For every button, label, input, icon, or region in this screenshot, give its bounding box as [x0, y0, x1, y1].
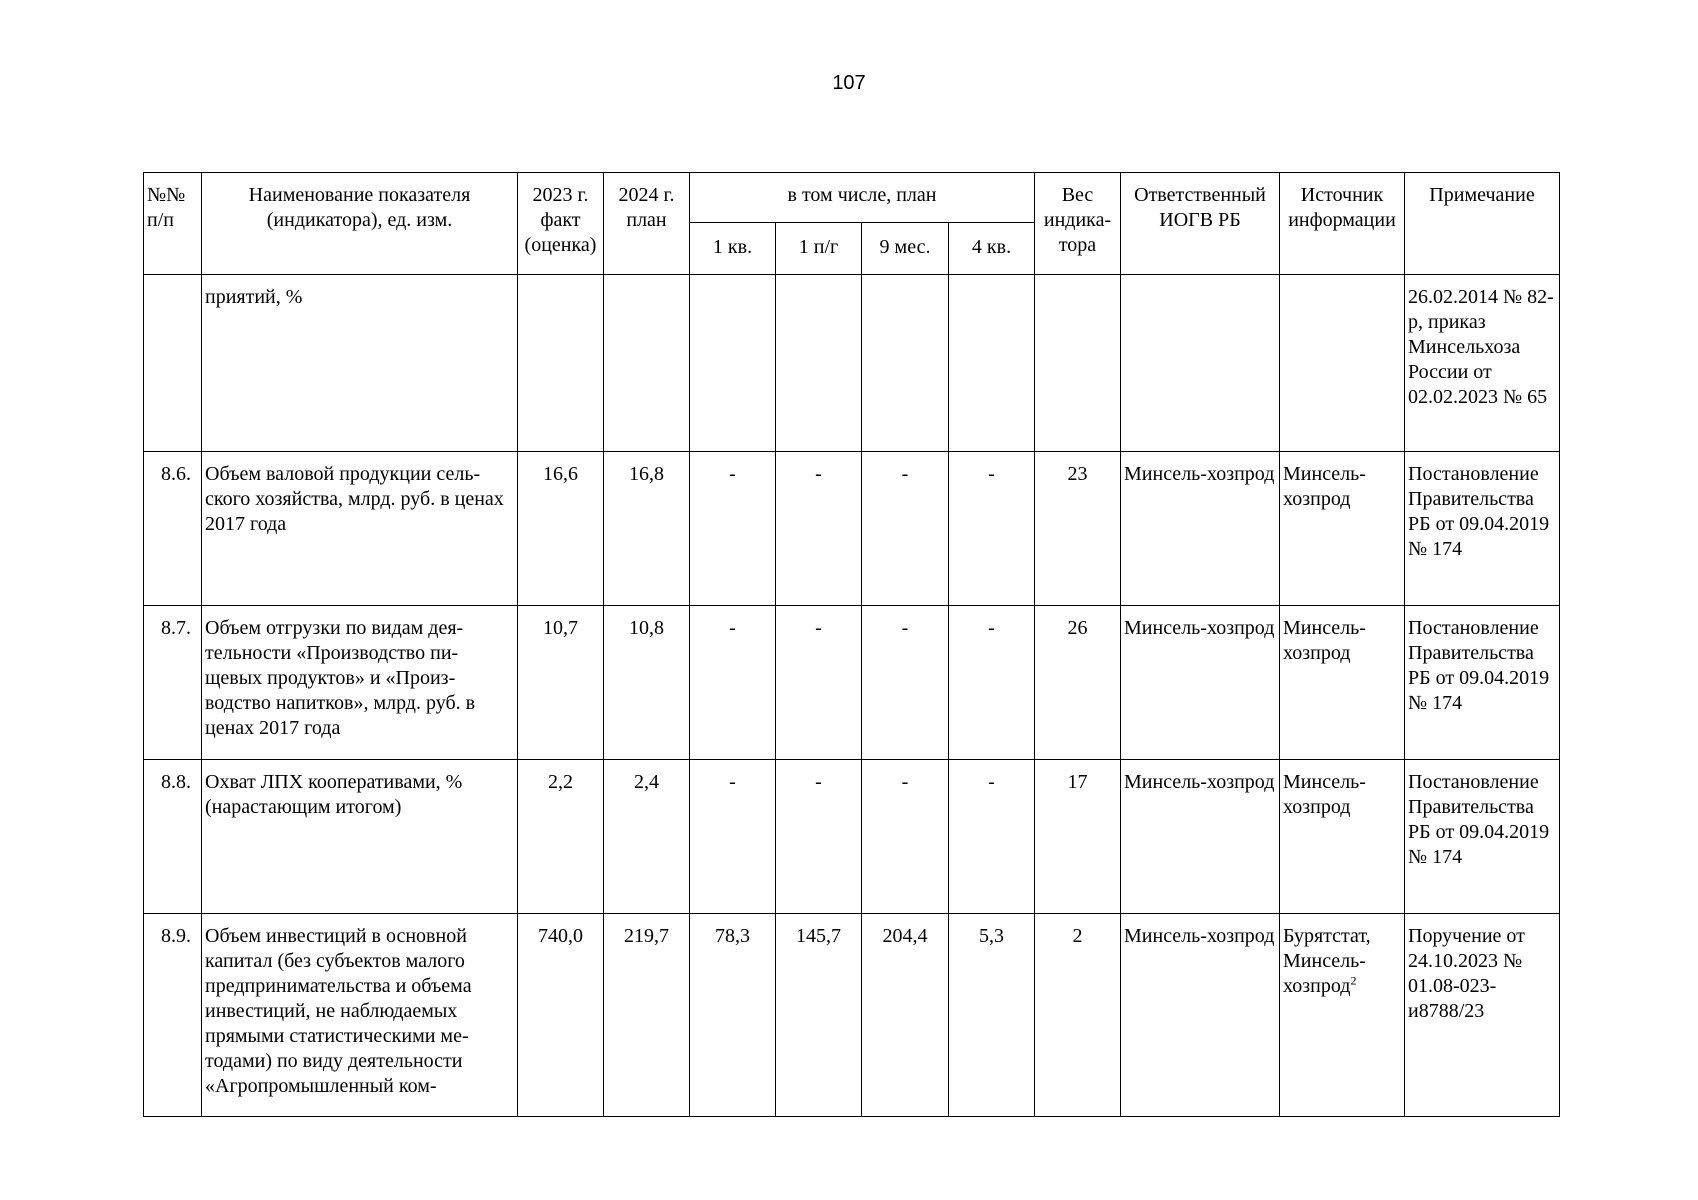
- row-fact-2023: [518, 275, 604, 452]
- row-name: приятий, %: [202, 275, 518, 452]
- header-responsible: Ответственный ИОГВ РБ: [1121, 173, 1280, 275]
- row-source: [1280, 452, 1405, 606]
- row-source-footnote: 2: [1350, 973, 1357, 988]
- header-weight: Вес индика-тора: [1035, 173, 1121, 275]
- row-responsible: Минсель-хозпрод: [1121, 452, 1280, 606]
- row-9m: 204,4: [862, 914, 949, 1117]
- row-weight: 2: [1035, 914, 1121, 1117]
- row-name: Охват ЛПХ кооперативами, % (нарастающим итогом): [202, 760, 518, 914]
- row-q1: 78,3: [690, 914, 776, 1117]
- row-note: Постановление Правительства РБ от 09.04.2019 № 174: [1405, 760, 1560, 914]
- row-fact-2023: 2,2: [518, 760, 604, 914]
- row-h1: [776, 275, 862, 452]
- row-q4: -: [949, 760, 1035, 914]
- row-weight: 23: [1035, 452, 1121, 606]
- row-responsible: Минсель-хозпрод: [1121, 760, 1280, 914]
- page-number: 107: [832, 72, 866, 94]
- table-row: [144, 275, 1560, 452]
- row-weight: [1035, 275, 1121, 452]
- row-q1: -: [690, 760, 776, 914]
- row-fact-2023: 10,7: [518, 606, 604, 760]
- row-note: Поручение от 24.10.2023 № 01.08-023-и8788/23: [1405, 914, 1560, 1117]
- row-source-text: Минсель-хозпрод: [1283, 463, 1366, 510]
- header-h1: 1 п/г: [776, 223, 862, 275]
- row-plan-2024: 2,4: [604, 760, 690, 914]
- row-source-text: Бурятстат, Минсель-хозпрод: [1283, 925, 1371, 997]
- row-weight: 17: [1035, 760, 1121, 914]
- indicators-table: [143, 172, 1560, 1117]
- row-h1: -: [776, 760, 862, 914]
- header-row-1: [144, 173, 1560, 223]
- row-fact-2023: 16,6: [518, 452, 604, 606]
- table-row: [144, 606, 1560, 760]
- row-source: [1280, 760, 1405, 914]
- row-responsible: Минсель-хозпрод: [1121, 606, 1280, 760]
- row-num: [144, 275, 202, 452]
- row-name: Объем инвестиций в основной капитал (без субъектов малого предпринимательства и объема инвестиций, не наблюдаемых прямыми статистическими ме-тодами) по виду деятельности «Агропромышленный ком-: [202, 914, 518, 1117]
- row-9m: -: [862, 760, 949, 914]
- row-fact-2023: 740,0: [518, 914, 604, 1117]
- row-q4: -: [949, 606, 1035, 760]
- row-q4: 5,3: [949, 914, 1035, 1117]
- row-q1: [690, 275, 776, 452]
- row-note: Постановление Правительства РБ от 09.04.2019 № 174: [1405, 606, 1560, 760]
- row-responsible: Минсель-хозпрод: [1121, 914, 1280, 1117]
- header-q4: 4 кв.: [949, 223, 1035, 275]
- header-fact-2023: 2023 г. факт (оценка): [518, 173, 604, 275]
- row-source-text: Минсель-хозпрод: [1283, 771, 1366, 818]
- row-9m: -: [862, 452, 949, 606]
- header-note: Примечание: [1405, 173, 1560, 275]
- row-responsible: [1121, 275, 1280, 452]
- row-weight: 26: [1035, 606, 1121, 760]
- row-plan-2024: [604, 275, 690, 452]
- row-9m: -: [862, 606, 949, 760]
- row-q4: [949, 275, 1035, 452]
- row-q4: -: [949, 452, 1035, 606]
- header-plan-2024: 2024 г. план: [604, 173, 690, 275]
- row-source: [1280, 275, 1405, 452]
- row-num: 8.9.: [144, 914, 202, 1117]
- row-plan-2024: 16,8: [604, 452, 690, 606]
- table-row: [144, 452, 1560, 606]
- row-source: [1280, 914, 1405, 1117]
- row-num: 8.6.: [144, 452, 202, 606]
- row-name: Объем отгрузки по видам дея-тельности «Производство пи-щевых продуктов» и «Произ-водство напитков», млрд. руб. в ценах 2017 года: [202, 606, 518, 760]
- row-note: 26.02.2014 № 82-р, приказ Минсельхоза России от 02.02.2023 № 65: [1405, 275, 1560, 452]
- header-name: Наименование показателя (индикатора), ед. изм.: [202, 173, 518, 275]
- row-note: Постановление Правительства РБ от 09.04.2019 № 174: [1405, 452, 1560, 606]
- row-num: 8.7.: [144, 606, 202, 760]
- row-9m: [862, 275, 949, 452]
- row-name: Объем валовой продукции сель-ского хозяйства, млрд. руб. в ценах 2017 года: [202, 452, 518, 606]
- row-plan-2024: 10,8: [604, 606, 690, 760]
- row-h1: -: [776, 452, 862, 606]
- header-source: Источник информации: [1280, 173, 1405, 275]
- row-h1: 145,7: [776, 914, 862, 1117]
- row-num: 8.8.: [144, 760, 202, 914]
- row-q1: -: [690, 452, 776, 606]
- row-source: [1280, 606, 1405, 760]
- header-including-plan: в том числе, план: [690, 173, 1035, 223]
- header-q1: 1 кв.: [690, 223, 776, 275]
- row-h1: -: [776, 606, 862, 760]
- table-row: [144, 760, 1560, 914]
- row-q1: -: [690, 606, 776, 760]
- header-9m: 9 мес.: [862, 223, 949, 275]
- row-plan-2024: 219,7: [604, 914, 690, 1117]
- header-num: №№ п/п: [144, 173, 202, 275]
- row-source-text: Минсель-хозпрод: [1283, 617, 1366, 664]
- table-row: [144, 914, 1560, 1117]
